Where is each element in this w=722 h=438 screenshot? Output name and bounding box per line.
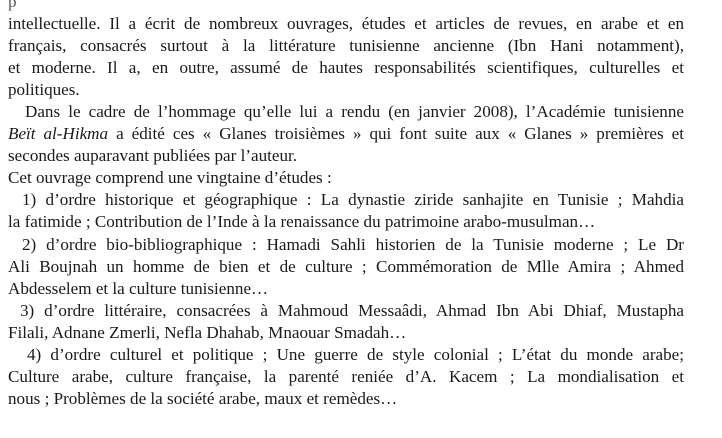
text-line: et moderne. Il a, en outre, assumé de hautes responsabilités scientifiques, culturelles et [8,58,684,78]
list-item-line: la fatimide ; Contribution de l’Inde à la renaissance du patrimoine arabo-musulman… [8,212,596,232]
list-item-line: 3) d’ordre littéraire, consacrées à Mahmoud Messaâdi, Ahmad Ibn Abi Dhiaf, Mustapha [20,300,684,320]
list-item-line: Filali, Adnane Zmerli, Nefla Dhahab, Mnaouar Smadah… [8,322,407,342]
text-line: secondes auparavant publiées par l’auteur. [8,146,298,166]
document-page [8,0,684,410]
list-item-line: 4) d’ordre culturel et politique ; Une guerre de style colonial ; L’état du monde arabe; [27,344,684,364]
text-line-clipped: p [8,0,17,11]
text-line: intellectuelle. Il a écrit de nombreux ouvrages, études et articles de revues, en arabe et en [8,14,684,34]
institution-name: Beït al-Hikma [8,124,109,144]
text-fragment: a édité ces « Glanes troisièmes » qui font suite aux « Glanes » premières et [116,124,684,144]
text-line: Dans le cadre de l’hommage qu’elle lui a rendu (en janvier 2008), l’Académie tunisienne [25,102,684,122]
text-line: politiques. [8,80,80,100]
text-line [8,123,684,145]
list-item-line: 1) d’ordre historique et géographique : La dynastie ziride sanhajite en Tunisie ; Mahdia [22,190,684,210]
list-item-line: 2) d’ordre bio-bibliographique : Hamadi Sahli historien de la Tunisie moderne ; Le Dr [22,234,684,254]
list-item-line: Culture arabe, culture française, la parenté reniée d’A. Kacem ; La mondialisation et [8,366,684,386]
text-line: français, consacrés surtout à la littérature tunisienne ancienne (Ibn Hani notamment), [8,36,684,56]
text-line: Cet ouvrage comprend une vingtaine d’études : [8,168,332,188]
list-item-line: Abdesselem et la culture tunisienne… [8,278,269,298]
list-item-line: nous ; Problèmes de la société arabe, maux et remèdes… [8,388,398,408]
list-item-line: Ali Boujnah un homme de bien et de culture ; Commémoration de Mlle Amira ; Ahmed [8,256,684,276]
